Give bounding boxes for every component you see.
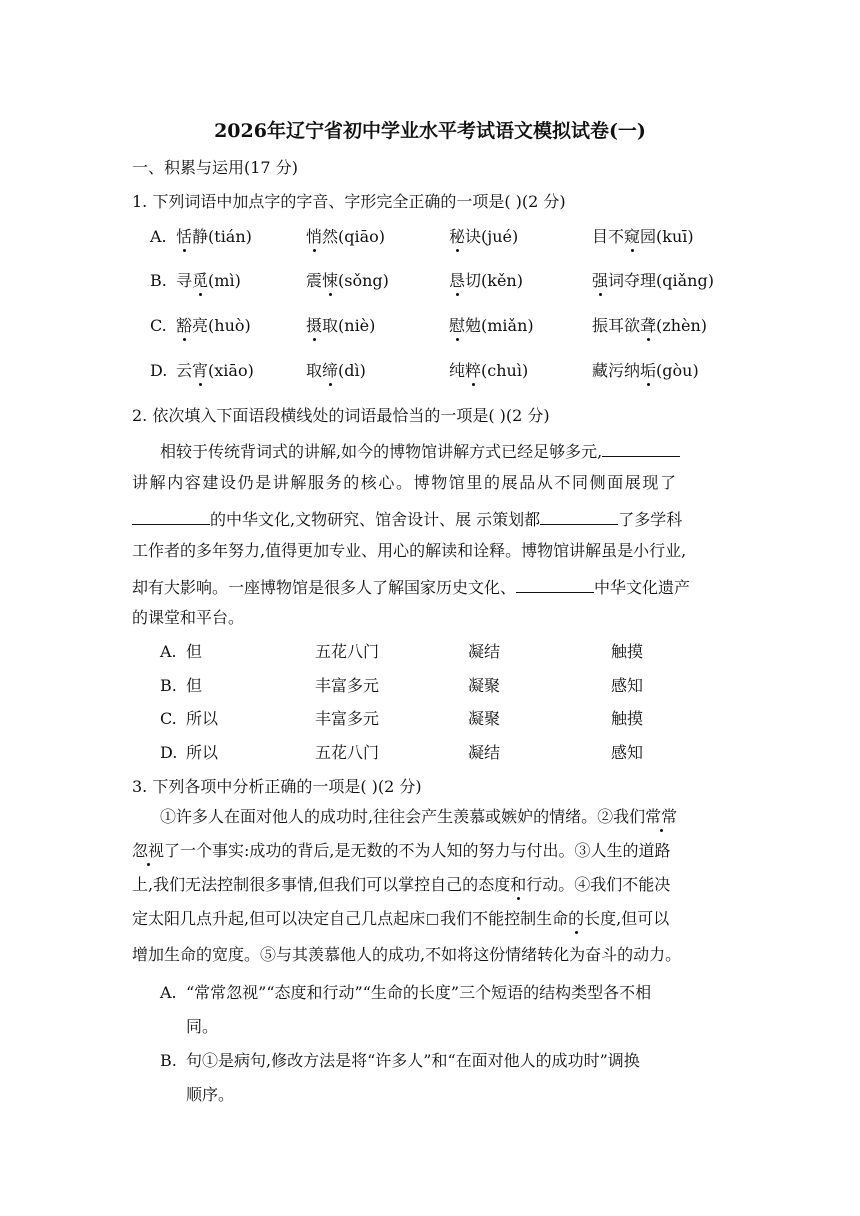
word-rest: (chuì) <box>481 361 529 380</box>
option-label: C. <box>160 709 177 728</box>
word-rest: 静(tián) <box>192 227 252 246</box>
q3-para-line-3 <box>132 874 670 896</box>
answer-blank-4 <box>516 574 594 593</box>
word-prefix: 目不 <box>592 227 625 246</box>
option-label: B. <box>160 1051 177 1070</box>
word-prefix: 纯 <box>449 361 466 380</box>
answer-blank-2 <box>132 506 210 525</box>
word-3 <box>449 360 528 382</box>
para-text: ,但可以 <box>616 909 670 928</box>
option-label: D. <box>160 743 178 762</box>
choice-3: 凝结 <box>468 743 501 762</box>
dotted-char: 慰 <box>449 316 466 335</box>
word-rest: 切(kěn) <box>465 271 523 290</box>
word-rest: 取(niè) <box>322 316 376 335</box>
word-prefix: 取 <box>306 361 323 380</box>
word-rest: (dì) <box>338 361 366 380</box>
word-3 <box>449 315 534 337</box>
option-label: A. <box>150 227 167 246</box>
q2-para-line-1 <box>160 438 680 463</box>
word-2 <box>306 226 385 248</box>
para-text: 却有大影响。一座博物馆是很多人了解国家历史文化、 <box>132 578 517 597</box>
dotted-char: 粹 <box>465 361 482 380</box>
choice-3: 凝聚 <box>468 709 501 728</box>
choice-2: 丰富多元 <box>315 676 380 695</box>
word-2 <box>306 270 389 292</box>
dotted-char: 宵 <box>192 361 209 380</box>
dotted-char: 悚 <box>322 271 339 290</box>
q2-para-line-4: 工作者的多年努力,值得更加专业、用心的解读和诠释。博物馆讲解虽是小行业, <box>132 541 687 560</box>
choice-1: 但 <box>186 676 203 695</box>
dotted-phrase: 常常 <box>645 807 678 826</box>
word-4 <box>592 315 707 337</box>
q2-para-line-3 <box>132 506 682 531</box>
word-2 <box>306 315 375 337</box>
choice-1: 所以 <box>186 709 219 728</box>
word-rest: 亮(huò) <box>192 316 251 335</box>
choice-1: 但 <box>186 642 203 661</box>
option-label: A. <box>160 983 177 1002</box>
dotted-char: 缔 <box>322 361 339 380</box>
word-rest: (gòu) <box>656 361 699 380</box>
answer-blank-1 <box>602 438 680 457</box>
option-label: B. <box>150 271 167 290</box>
word-rest: 然(qiāo) <box>322 227 386 246</box>
word-rest: (xiāo) <box>208 361 254 380</box>
dotted-char: 垢 <box>640 361 657 380</box>
dotted-char: 强 <box>592 271 609 290</box>
page-title: 2026年辽宁省初中学业水平考试语文模拟试卷(一) <box>214 120 646 142</box>
choice-4: 触摸 <box>611 642 644 661</box>
answer-blank-3 <box>540 506 618 525</box>
q3-para-line-2 <box>132 840 671 862</box>
word-prefix: 振耳欲 <box>592 316 641 335</box>
option-label: B. <box>160 676 177 695</box>
word-4 <box>592 226 694 248</box>
q1-stem: 1. 下列词语中加点字的字音、字形完全正确的一项是( )(2 分) <box>132 192 566 211</box>
word-rest: (sǒng) <box>338 271 389 290</box>
word-rest: (mì) <box>208 271 241 290</box>
word-4 <box>592 270 714 292</box>
option-label: C. <box>150 316 167 335</box>
option-text-line-2: 同。 <box>186 1017 219 1036</box>
para-text: 定太阳几点升起,但可以决定自己几点起床 <box>132 909 426 928</box>
para-text: 中华文化遗产 <box>594 578 691 597</box>
para-text: 上,我们无法控制很多事情,但我们可以掌控自己的 <box>132 875 479 894</box>
word-rest: 园(kuī) <box>640 227 694 246</box>
q3-para-line-5: 增加生命的宽度。⑤与其羡慕他人的成功,不如将这份情绪转化为奋斗的动力。 <box>132 945 682 964</box>
q2-stem: 2. 依次填入下面语段横线处的词语最恰当的一项是( )(2 分) <box>132 406 550 425</box>
dotted-char: 摄 <box>306 316 323 335</box>
word-prefix: 云 <box>176 361 193 380</box>
dotted-char: 聋 <box>640 316 657 335</box>
q2-para-line-5 <box>132 574 690 599</box>
choice-3: 凝结 <box>468 642 501 661</box>
para-text: 我们不能控制 <box>440 909 537 928</box>
para-text: 相较于传统背词式的讲解,如今的博物馆讲解方式已经足够多元, <box>160 442 603 461</box>
word-1 <box>176 360 254 382</box>
choice-3: 凝聚 <box>468 676 501 695</box>
dotted-char: 豁 <box>176 316 193 335</box>
option-label: D. <box>150 361 168 380</box>
word-4 <box>592 360 699 382</box>
q2-para-line-6: 的课堂和平台。 <box>132 608 245 627</box>
section-heading: 一、积累与运用(17 分) <box>132 158 298 177</box>
dotted-phrase: 忽视 <box>132 841 165 860</box>
word-prefix: 寻 <box>176 271 193 290</box>
para-text: 。④我们不能决 <box>558 875 671 894</box>
option-text-line-2: 顺序。 <box>186 1085 235 1104</box>
word-rest: 词夺理(qiǎng) <box>608 271 714 290</box>
choice-1: 所以 <box>186 743 219 762</box>
word-rest: 诀(jué) <box>465 227 519 246</box>
q3-para-line-1 <box>160 806 677 828</box>
dotted-char: 悄 <box>306 227 323 246</box>
word-1 <box>176 315 251 337</box>
q3-stem: 3. 下列各项中分析正确的一项是( )(2 分) <box>132 777 422 796</box>
missing-punctuation-box <box>427 914 438 925</box>
word-1 <box>176 226 252 248</box>
word-rest: 勉(miǎn) <box>465 316 534 335</box>
dotted-char: 恳 <box>449 271 466 290</box>
para-text: 了多学科 <box>618 510 683 529</box>
word-1 <box>176 270 241 292</box>
word-prefix: 藏污纳 <box>592 361 641 380</box>
dotted-char: 觅 <box>192 271 209 290</box>
dotted-char: 窥 <box>624 227 641 246</box>
choice-2: 五花八门 <box>315 642 380 661</box>
word-3 <box>449 270 523 292</box>
choice-4: 触摸 <box>611 709 644 728</box>
q2-para-line-2: 讲解内容建设仍是讲解服务的核心。博物馆里的展品从不同侧面展现了 <box>132 473 678 492</box>
dotted-phrase: 态度和行动 <box>478 875 559 894</box>
word-3 <box>449 226 518 248</box>
option-label: A. <box>160 642 177 661</box>
word-prefix: 震 <box>306 271 323 290</box>
para-text: 的中华文化,文物研究、馆舍设计、展 示策划都 <box>210 510 541 529</box>
choice-2: 五花八门 <box>315 743 380 762</box>
word-rest: (zhèn) <box>656 316 708 335</box>
para-text: ①许多人在面对他人的成功时,往往会产生羡慕或嫉妒的情绪。②我们 <box>160 807 646 826</box>
dotted-char: 秘 <box>449 227 466 246</box>
dotted-char: 恬 <box>176 227 193 246</box>
choice-2: 丰富多元 <box>315 709 380 728</box>
para-text: 了一个事实:成功的背后,是无数的不为人知的努力与付出。③人生的道路 <box>164 841 671 860</box>
choice-4: 感知 <box>611 676 644 695</box>
choice-4: 感知 <box>611 743 644 762</box>
option-text-line-1: 句①是病句,修改方法是将“许多人”和“在面对他人的成功时”调换 <box>186 1051 640 1070</box>
dotted-phrase: 生命的长度 <box>536 909 617 928</box>
q3-para-line-4 <box>132 908 669 930</box>
option-text-line-1: “常常忽视”“态度和行动”“生命的长度”三个短语的结构类型各不相 <box>186 983 652 1002</box>
word-2 <box>306 360 366 382</box>
